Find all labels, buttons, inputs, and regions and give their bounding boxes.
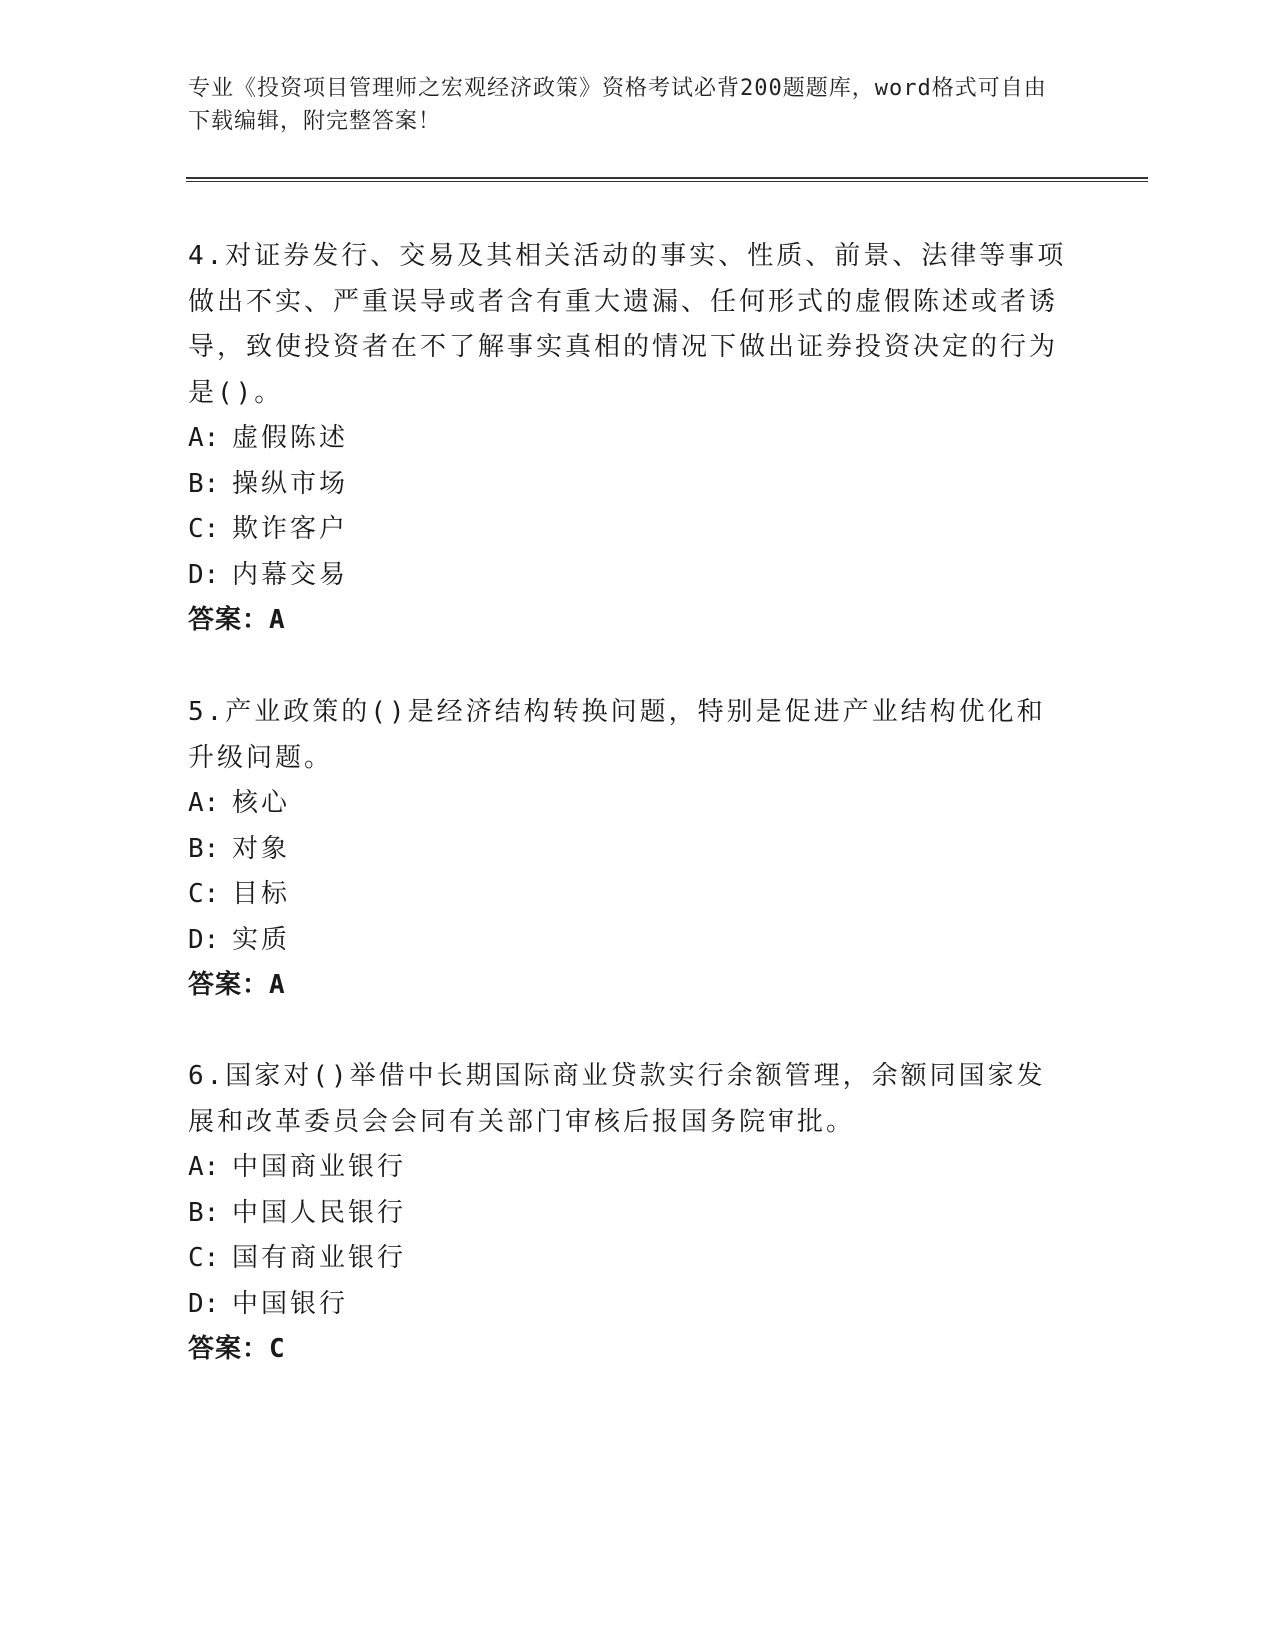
option-key: B:: [188, 468, 220, 499]
option-key: D:: [188, 559, 220, 590]
option-text: 中国商业银行: [232, 1152, 407, 1182]
question-item: [188, 1054, 1068, 1373]
document-header: 专业《投资项目管理师之宏观经济政策》资格考试必背200题题库，word格式可自由下载编辑，附完整答案！: [188, 76, 1047, 134]
option-text: 内幕交易: [232, 559, 349, 590]
option-d: [188, 553, 1068, 599]
option-a: [188, 781, 1068, 827]
option-b: [188, 827, 1068, 873]
option-b: [188, 462, 1068, 508]
option-a: [188, 1145, 1068, 1191]
question-stem: 4.对证券发行、交易及其相关活动的事实、性质、前景、法律等事项做出不实、严重误导或者含有重大遗漏、任何形式的虚假陈述或者诱导，致使投资者在不了解事实真相的情况下做出证券投资决定的行为是()。: [188, 241, 1067, 408]
answer-line: 答案：A: [188, 605, 286, 635]
option-c: [188, 872, 1068, 918]
option-text: 欺诈客户: [232, 514, 349, 544]
option-text: 对象: [232, 833, 291, 864]
option-c: [188, 1236, 1068, 1282]
option-d: [188, 918, 1068, 964]
option-a: [188, 416, 1068, 462]
header-divider: [186, 177, 1148, 182]
option-text: 操纵市场: [232, 468, 349, 499]
option-c: [188, 507, 1068, 553]
question-stem: 5.产业政策的()是经济结构转换问题，特别是促进产业结构优化和升级问题。: [188, 697, 1046, 773]
option-key: B:: [188, 833, 220, 864]
option-key: C:: [188, 1243, 220, 1273]
option-key: A:: [188, 788, 220, 818]
option-text: 中国银行: [232, 1288, 349, 1319]
question-item: [188, 234, 1068, 644]
question-stem: 6.国家对()举借中长期国际商业贷款实行余额管理，余额同国家发展和改革委员会会同有关部门审核后报国务院审批。: [188, 1061, 1046, 1137]
option-text: 核心: [232, 788, 291, 818]
option-key: B:: [188, 1197, 220, 1228]
option-key: D:: [188, 924, 220, 955]
option-key: A:: [188, 423, 220, 453]
answer-line: 答案：A: [188, 970, 286, 1000]
option-text: 实质: [232, 924, 291, 955]
option-d: [188, 1282, 1068, 1328]
answer-line: 答案：C: [188, 1334, 286, 1364]
option-text: 中国人民银行: [232, 1197, 407, 1228]
option-text: 目标: [232, 879, 291, 909]
question-item: [188, 690, 1068, 1009]
option-text: 虚假陈述: [232, 423, 349, 453]
option-text: 国有商业银行: [232, 1243, 407, 1273]
option-key: A:: [188, 1152, 220, 1182]
option-key: C:: [188, 879, 220, 909]
option-key: D:: [188, 1288, 220, 1319]
option-key: C:: [188, 514, 220, 544]
option-b: [188, 1191, 1068, 1237]
